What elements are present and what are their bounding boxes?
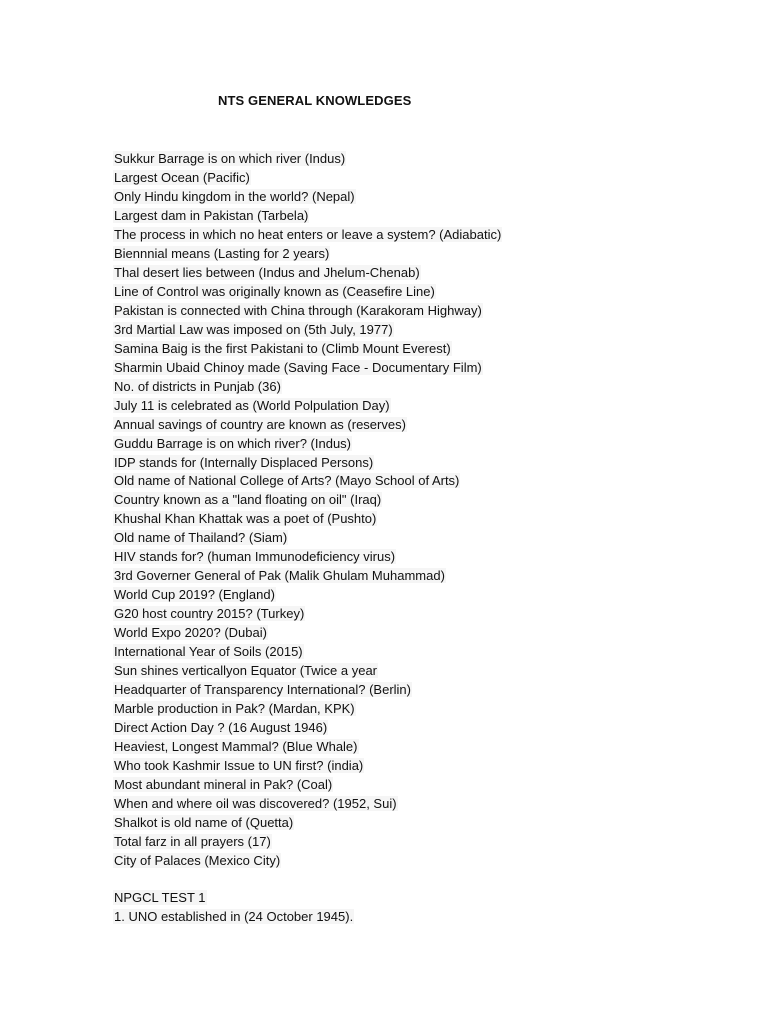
list-item-text: Shalkot is old name of (Quetta): [114, 814, 294, 830]
list-item-text: Most abundant mineral in Pak? (Coal): [114, 776, 333, 792]
list-item-text: International Year of Soils (2015): [114, 644, 303, 660]
list-item-text: Samina Baig is the first Pakistani to (Climb Mount Everest): [114, 340, 451, 356]
question-list: [113, 150, 502, 871]
list-item-text: Line of Control was originally known as (Ceasefire Line): [114, 283, 435, 299]
list-item: [113, 283, 502, 302]
list-item-text: Annual savings of country are known as (reserves): [114, 416, 406, 432]
section-item-list: [113, 907, 354, 926]
list-item-text: Guddu Barrage is on which river? (Indus): [114, 435, 352, 451]
list-item: [113, 833, 502, 852]
list-item-text: Pakistan is connected with China through (Karakoram Highway): [114, 302, 482, 318]
list-item-text: Largest Ocean (Pacific): [114, 169, 250, 185]
list-item: [113, 738, 502, 757]
list-item-text: World Expo 2020? (Dubai): [114, 625, 267, 641]
list-item: [113, 188, 502, 207]
list-item: [113, 207, 502, 226]
list-item-text: The process in which no heat enters or leave a system? (Adiabatic): [114, 226, 502, 242]
list-item-text: Sukkur Barrage is on which river (Indus): [114, 151, 346, 166]
list-item: [113, 757, 502, 776]
list-item: [113, 510, 502, 529]
list-item: [113, 795, 502, 814]
list-item-text: Old name of Thailand? (Siam): [114, 530, 288, 546]
list-item: [113, 852, 502, 871]
list-item-text: Who took Kashmir Issue to UN first? (india): [114, 758, 364, 773]
list-item: [113, 605, 502, 624]
page-title: NTS GENERAL KNOWLEDGES: [218, 93, 412, 108]
list-item: [113, 378, 502, 397]
list-item-text: Country known as a "land floating on oil" (Iraq): [114, 492, 382, 508]
list-item-text: 3rd Governer General of Pak (Malik Ghulam Muhammad): [114, 568, 445, 584]
list-item-text: July 11 is celebrated as (World Polpulation Day): [114, 397, 390, 413]
list-item: [113, 416, 502, 435]
list-item-text: Marble production in Pak? (Mardan, KPK): [114, 701, 355, 717]
list-item: [113, 548, 502, 567]
list-item-text: 3rd Martial Law was imposed on (5th July, 1977): [114, 321, 393, 337]
list-item: [113, 700, 502, 719]
list-item-text: HIV stands for? (human Immunodeficiency virus): [114, 549, 396, 565]
list-item-text: Sharmin Ubaid Chinoy made (Saving Face - Documentary Film): [114, 359, 482, 375]
list-item-text: Khushal Khan Khattak was a poet of (Pushto): [114, 511, 377, 527]
list-item: [113, 340, 502, 359]
list-item: [113, 624, 502, 643]
list-item-text: Direct Action Day ? (16 August 1946): [114, 720, 328, 736]
list-item: [113, 150, 502, 169]
list-item: [113, 169, 502, 188]
list-item: [113, 321, 502, 340]
list-item-text: When and where oil was discovered? (1952, Sui): [114, 795, 397, 811]
list-item: [113, 264, 502, 283]
list-item: [113, 643, 502, 662]
list-item: [113, 397, 502, 416]
list-item: [113, 776, 502, 795]
list-item-text: IDP stands for (Internally Displaced Persons): [114, 454, 374, 470]
list-item-text: Heaviest, Longest Mammal? (Blue Whale): [114, 739, 358, 755]
list-item-text: World Cup 2019? (England): [114, 587, 275, 603]
list-item: [113, 814, 502, 833]
list-item: [113, 567, 502, 586]
list-item-text: Largest dam in Pakistan (Tarbela): [114, 207, 309, 223]
list-item: [113, 472, 502, 491]
section-title: NPGCL TEST 1: [114, 890, 206, 905]
list-item: [113, 719, 502, 738]
test-section: [113, 888, 354, 926]
section-item-text: 1. UNO established in (24 October 1945).: [114, 909, 354, 924]
section-item: [113, 907, 354, 926]
list-item: [113, 491, 502, 510]
list-item-text: Old name of National College of Arts? (Mayo School of Arts): [114, 473, 460, 489]
list-item-text: Sun shines verticallyon Equator (Twice a year: [114, 663, 378, 679]
list-item-text: No. of districts in Punjab (36): [114, 378, 281, 394]
list-item: [113, 529, 502, 548]
list-item: [113, 226, 502, 245]
list-item: [113, 681, 502, 700]
list-item: [113, 245, 502, 264]
list-item-text: Biennnial means (Lasting for 2 years): [114, 245, 330, 261]
list-item: [113, 435, 502, 454]
list-item-text: Only Hindu kingdom in the world? (Nepal): [114, 188, 355, 204]
list-item-text: Total farz in all prayers (17): [114, 833, 271, 849]
list-item: [113, 302, 502, 321]
list-item-text: Headquarter of Transparency International? (Berlin): [114, 682, 411, 698]
list-item-text: Thal desert lies between (Indus and Jhelum-Chenab): [114, 264, 420, 280]
list-item-text: G20 host country 2015? (Turkey): [114, 606, 305, 622]
list-item: [113, 359, 502, 378]
list-item: [113, 454, 502, 473]
list-item-text: City of Palaces (Mexico City): [114, 852, 281, 868]
list-item: [113, 662, 502, 681]
list-item: [113, 586, 502, 605]
